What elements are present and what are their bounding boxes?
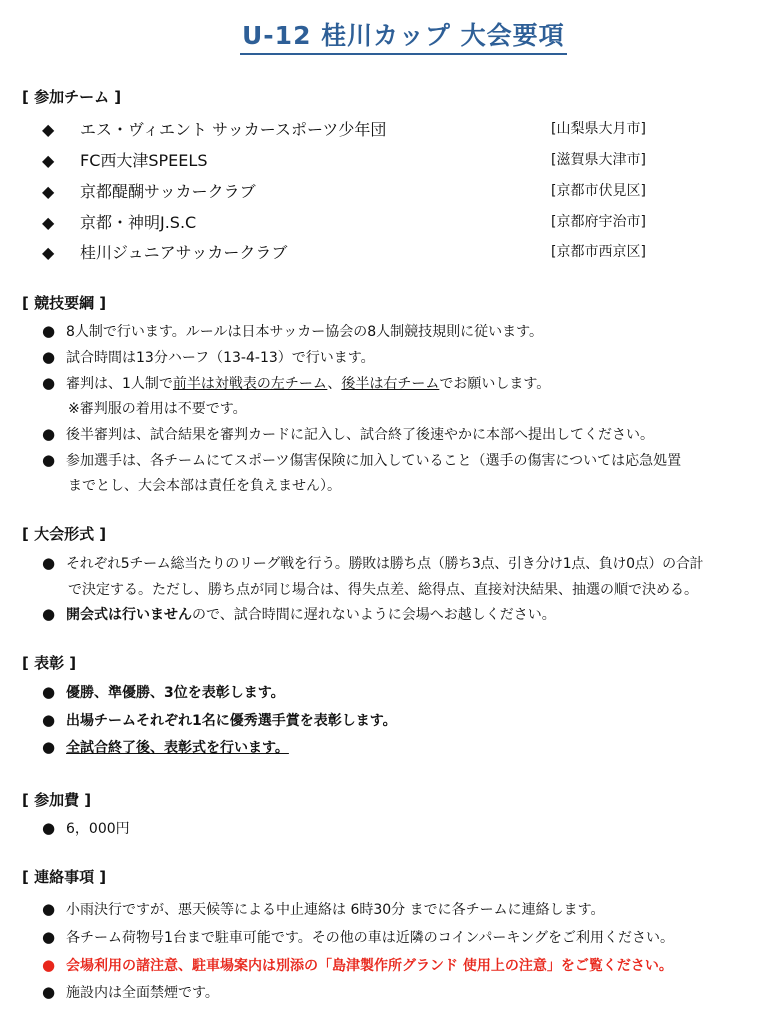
team-name: FC西大津SPEELS [80,151,208,170]
bullet-dot-icon: ● [42,605,56,623]
bullet-dot-icon: ● [42,711,56,729]
team-location: [滋賀県大津市] [551,152,646,168]
bullet-dot-icon: ● [42,738,56,756]
section-heading-format: [ 大会形式 ] [22,525,107,543]
section-heading-fee: [ 参加費 ] [22,791,92,809]
format-item: ● 開会式は行いませんので、試合時間に遅れないように会場へお越しください。 [42,605,556,623]
rule-item: ● 試合時間は13分ハーフ（13-4-13）で行います。 [42,348,375,366]
team-location: [京都市西京区] [551,244,646,260]
section-heading-contact: [ 連絡事項 ] [22,868,107,886]
diamond-bullet-icon: ◆ [42,213,55,232]
bullet-dot-icon: ● [42,451,56,469]
award-item: ● 優勝、準優勝、3位を表彰します。 [42,683,285,701]
team-item [42,240,287,263]
team-name: 桂川ジュニアサッカークラブ [80,243,288,262]
bullet-dot-icon: ● [42,374,56,392]
bullet-dot-icon: ● [42,554,55,572]
award-item: ● 出場チームそれぞれ1名に優秀選手賞を表彰します。 [42,711,397,729]
team-location: [山梨県大月市] [551,121,646,137]
bullet-dot-icon: ● [42,928,56,946]
section-heading-rules: [ 競技要綱 ] [22,294,107,312]
team-item [42,179,256,202]
diamond-bullet-icon: ◆ [42,243,55,262]
team-name: 京都・神明J.S.C [80,213,197,232]
team-location: [京都市伏見区] [551,183,646,199]
diamond-bullet-icon: ◆ [42,120,55,139]
rule-item: ● 参加選手は、各チームにてスポーツ傷害保険に加入していること（選手の傷害については応急処置 [42,451,682,469]
team-name: エス・ヴィエント サッカースポーツ少年団 [80,120,387,139]
team-location: [京都府宇治市] [551,214,646,230]
rule-item: ● 後半審判は、試合結果を審判カードに記入し、試合終了後速やかに本部へ提出してください。 [42,425,654,443]
contact-item-warning: ● 会場利用の諸注意、駐車場案内は別添の「島津製作所グランド 使用上の注意」をご覧ください。 [42,956,673,974]
bullet-dot-icon: ● [42,683,56,701]
section-heading-teams: [ 参加チーム ] [22,88,122,106]
contact-item: ● 小雨決行ですが、悪天候等による中止連絡は 6時30分 までに各チームに連絡します。 [42,900,605,918]
page-title: U-12 桂川カップ 大会要項 [240,16,567,55]
bullet-dot-icon: ● [42,900,56,918]
team-item [42,210,196,233]
team-item [42,148,207,171]
contact-item: ● 各チーム荷物号1台まで駐車可能です。その他の車は近隣のコインパーキングをご利用ください。 [42,928,674,946]
section-heading-awards: [ 表彰 ] [22,654,77,672]
bullet-dot-icon: ● [42,348,56,366]
bullet-dot-icon: ● [42,956,56,974]
bullet-dot-icon: ● [42,425,56,443]
rule-note: ※審判服の着用は不要です。 [68,401,247,417]
bullet-dot-icon: ● [42,322,56,340]
rule-item-continued: までとし、大会本部は責任を負えません）。 [68,478,341,494]
diamond-bullet-icon: ◆ [42,182,55,201]
bullet-dot-icon: ● [42,819,56,837]
team-name: 京都醍醐サッカークラブ [80,182,256,201]
format-item-continued: で決定する。ただし、勝ち点が同じ場合は、得失点差、総得点、直接対決結果、抽選の順で決める。 [68,582,698,598]
rule-item: ● 8人制で行います。ルールは日本サッカー協会の8人制競技規則に従います。 [42,322,544,340]
rule-item-referee: ● 審判は、1人制で前半は対戦表の左チーム、後半は右チームでお願いします。 [42,374,551,392]
format-item: ● それぞれ5チーム総当たりのリーグ戦を行う。勝敗は勝ち点（勝ち3点、引き分け1点、負け0点）の合計 [42,554,704,572]
bullet-dot-icon: ● [42,983,56,1001]
diamond-bullet-icon: ◆ [42,151,55,170]
fee-item: ● 6，000円 [42,819,130,837]
team-item [42,117,386,140]
contact-item: ● 施設内は全面禁煙です。 [42,983,219,1001]
award-item: ● 全試合終了後、表彰式を行います。 [42,738,289,756]
